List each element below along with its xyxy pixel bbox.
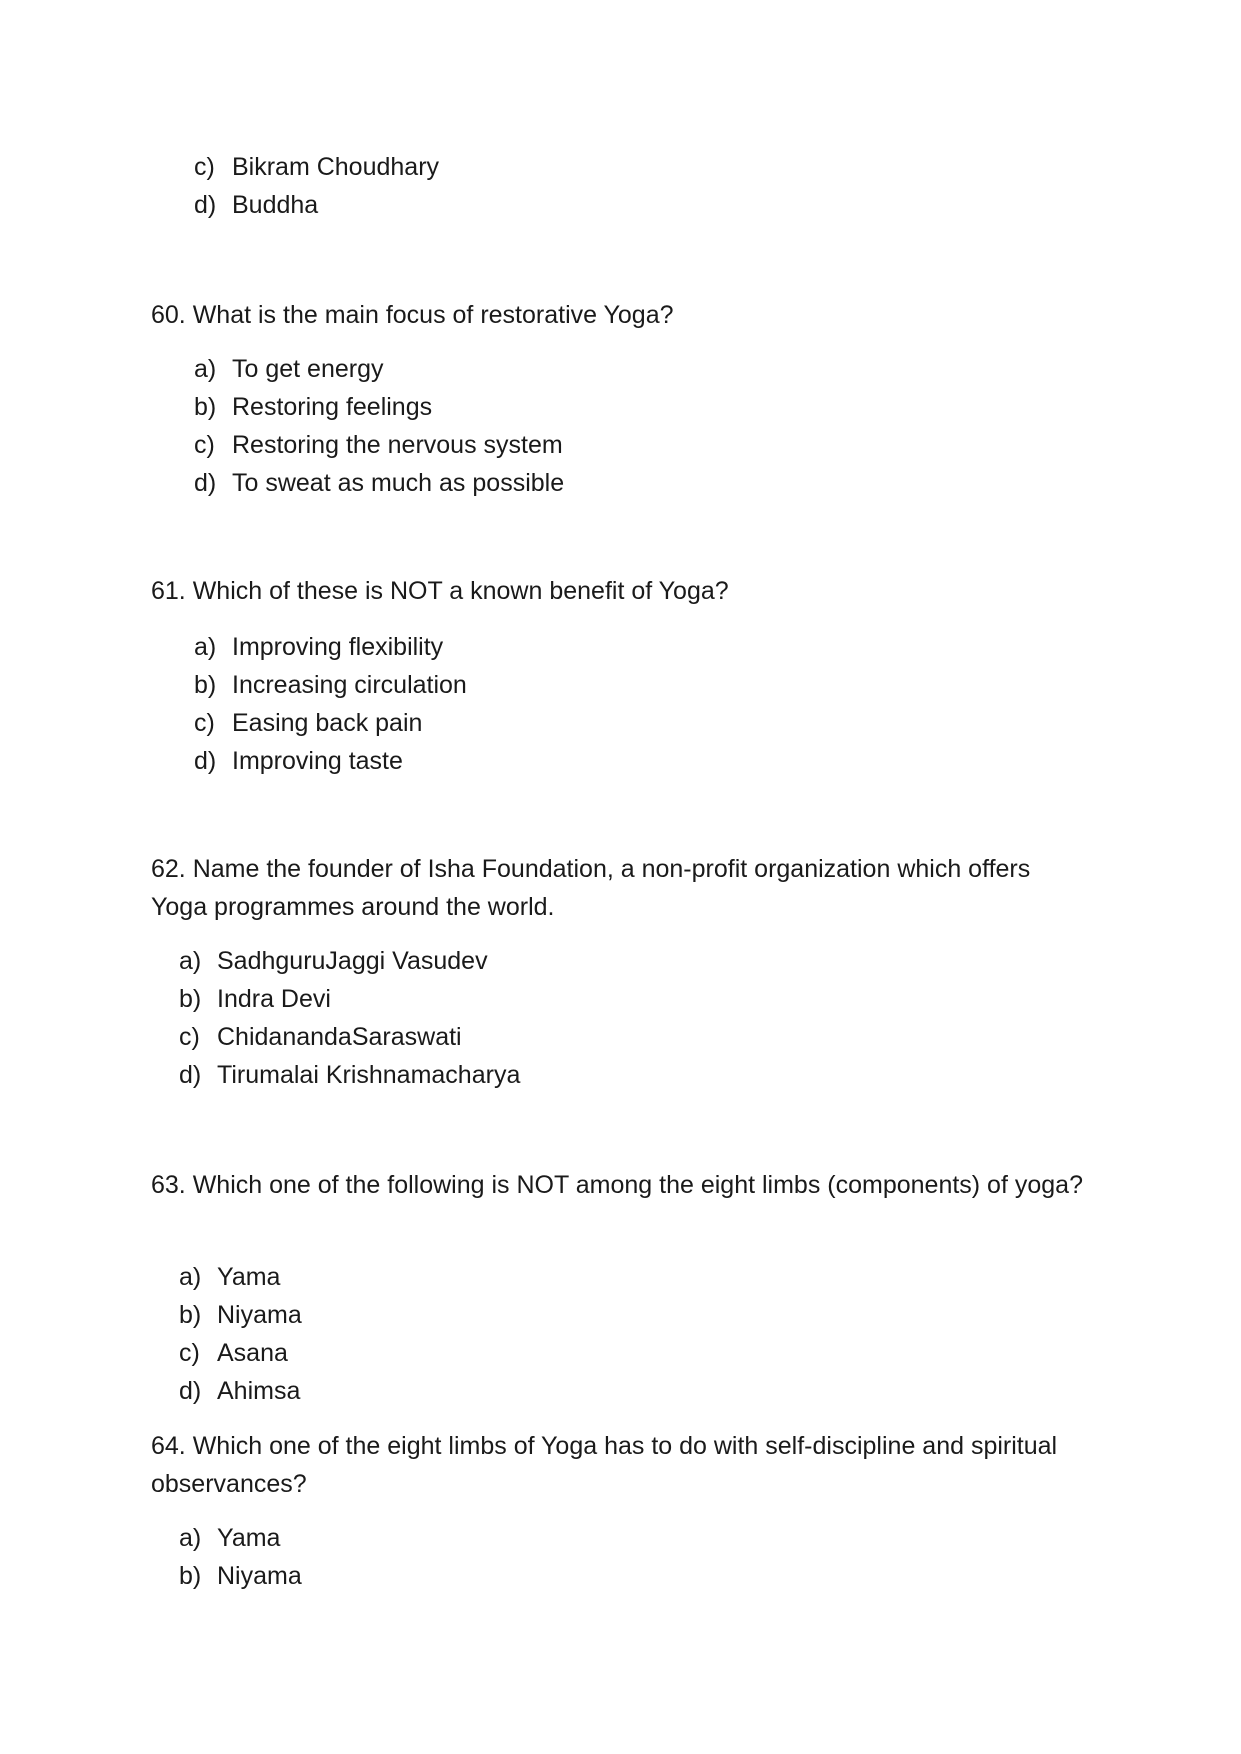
- option-letter: a): [179, 1524, 202, 1552]
- option-item: [179, 1374, 300, 1408]
- option-item: [194, 390, 432, 424]
- question-text: 61. Which of these is NOT a known benefit of Yoga?: [151, 577, 729, 605]
- option-item: [179, 982, 331, 1016]
- option-letter: b): [179, 1562, 202, 1590]
- option-letter: a): [194, 355, 217, 383]
- option-text: To get energy: [232, 355, 384, 383]
- option-letter: d): [194, 469, 217, 497]
- option-letter: d): [194, 747, 217, 775]
- option-item: [194, 744, 403, 778]
- option-item: [179, 1058, 520, 1092]
- option-letter: c): [179, 1339, 200, 1367]
- option-item: [194, 706, 422, 740]
- option-letter: c): [194, 431, 215, 459]
- option-text: Buddha: [232, 191, 319, 219]
- question-text: 60. What is the main focus of restorative Yoga?: [151, 301, 674, 329]
- option-text: Niyama: [217, 1301, 302, 1329]
- option-letter: b): [194, 671, 217, 699]
- option-item: [194, 188, 318, 222]
- option-text: Yama: [217, 1263, 281, 1291]
- option-text: SadhguruJaggi Vasudev: [217, 947, 488, 975]
- option-text: Asana: [217, 1339, 288, 1367]
- option-item: [194, 352, 384, 386]
- option-text: Restoring feelings: [232, 393, 433, 421]
- option-letter: a): [179, 1263, 202, 1291]
- option-letter: b): [179, 985, 202, 1013]
- option-letter: d): [194, 191, 217, 219]
- option-item: [194, 150, 439, 184]
- option-letter: c): [179, 1023, 200, 1051]
- option-letter: a): [194, 633, 217, 661]
- option-letter: a): [179, 947, 202, 975]
- option-letter: d): [179, 1377, 202, 1405]
- question-text: 64. Which one of the eight limbs of Yoga has to do with self-discipline and spiritual observances?: [151, 1432, 1058, 1498]
- option-item: [179, 1559, 302, 1593]
- option-letter: c): [194, 709, 215, 737]
- option-text: Niyama: [217, 1562, 302, 1590]
- option-item: [179, 1020, 462, 1054]
- option-item: [194, 630, 443, 664]
- option-letter: b): [194, 393, 217, 421]
- question-text: 63. Which one of the following is NOT among the eight limbs (components) of yoga?: [151, 1171, 1083, 1199]
- option-letter: b): [179, 1301, 202, 1329]
- option-item: [179, 1260, 280, 1294]
- option-text: Improving flexibility: [232, 633, 444, 661]
- option-item: [194, 428, 563, 462]
- option-item: [179, 1298, 302, 1332]
- option-item: [194, 668, 467, 702]
- option-item: [179, 1521, 280, 1555]
- option-text: Ahimsa: [217, 1377, 301, 1405]
- option-letter: d): [179, 1061, 202, 1089]
- option-letter: c): [194, 153, 215, 181]
- option-item: [194, 466, 564, 500]
- option-text: Increasing circulation: [232, 671, 467, 699]
- option-text: Yama: [217, 1524, 281, 1552]
- option-text: Tirumalai Krishnamacharya: [217, 1061, 521, 1089]
- option-text: Bikram Choudhary: [232, 153, 440, 181]
- option-text: Easing back pain: [232, 709, 423, 737]
- option-item: [179, 944, 488, 978]
- question-text: 62. Name the founder of Isha Foundation, a non-profit organization which offers Yoga programmes around the world.: [151, 855, 1031, 921]
- option-text: Improving taste: [232, 747, 403, 775]
- option-text: To sweat as much as possible: [232, 469, 565, 497]
- option-text: ChidanandaSaraswati: [217, 1023, 462, 1051]
- option-item: [179, 1336, 288, 1370]
- option-text: Indra Devi: [217, 985, 331, 1013]
- option-text: Restoring the nervous system: [232, 431, 563, 459]
